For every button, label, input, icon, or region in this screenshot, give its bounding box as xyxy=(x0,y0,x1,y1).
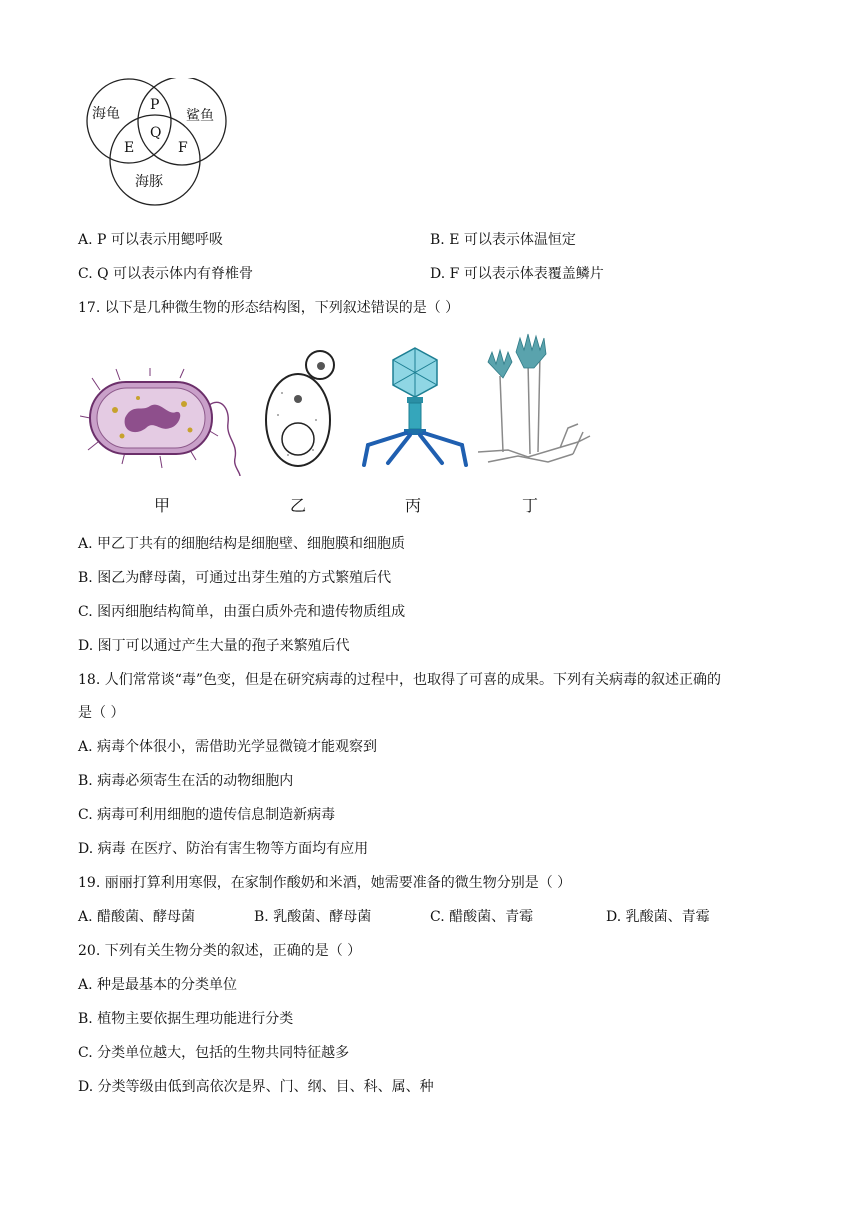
figure-label-yi: 乙 xyxy=(290,496,307,515)
venn-region-p: P xyxy=(150,97,160,113)
venn-region-q: Q xyxy=(150,125,162,141)
venn-set-turtle: 海龟 xyxy=(92,106,120,122)
q20-option-c: C. 分类单位越大，包括的生物共同特征越多 xyxy=(78,1045,350,1061)
q20-option-b: B. 植物主要依据生理功能进行分类 xyxy=(78,1011,294,1027)
q17-option-c: C. 图丙细胞结构简单，由蛋白质外壳和遗传物质组成 xyxy=(78,604,406,620)
q18-stem-line2: 是（ ） xyxy=(78,705,125,721)
q16-option-d: D. F 可以表示体表覆盖鳞片 xyxy=(430,266,604,282)
bacterium-illustration xyxy=(80,368,245,478)
figure-label-jia: 甲 xyxy=(154,496,171,515)
q19-option-b: B. 乳酸菌、酵母菌 xyxy=(254,909,372,925)
q18-stem-line1: 18. 人们常常谈“毒”色变，但是在研究病毒的过程中，也取得了可喜的成果。下列有关病毒的叙述正确的 xyxy=(78,672,722,688)
venn-set-dolphin: 海豚 xyxy=(135,174,163,190)
q17-option-a: A. 甲乙丁共有的细胞结构是细胞壁、细胞膜和细胞质 xyxy=(78,536,406,552)
q17-stem: 17. 以下是几种微生物的形态结构图，下列叙述错误的是（ ） xyxy=(78,300,460,316)
venn-set-shark: 鲨鱼 xyxy=(186,108,214,124)
q16-option-b: B. E 可以表示体温恒定 xyxy=(430,232,576,248)
q16-option-a: A. P 可以表示用鳃呼吸 xyxy=(78,232,223,248)
q17-option-b: B. 图乙为酵母菌，可通过出芽生殖的方式繁殖后代 xyxy=(78,570,392,586)
q18-option-c: C. 病毒可利用细胞的遗传信息制造新病毒 xyxy=(78,807,336,823)
q20-option-d: D. 分类等级由低到高依次是界、门、纲、目、科、属、种 xyxy=(78,1079,434,1095)
q19-option-c: C. 醋酸菌、青霉 xyxy=(430,909,534,925)
q20-option-a: A. 种是最基本的分类单位 xyxy=(78,977,238,993)
q20-stem: 20. 下列有关生物分类的叙述，正确的是（ ） xyxy=(78,943,362,959)
venn-region-e: E xyxy=(124,140,135,156)
bacteriophage-illustration xyxy=(360,345,470,470)
penicillium-illustration xyxy=(478,332,593,477)
q17-option-d: D. 图丁可以通过产生大量的孢子来繁殖后代 xyxy=(78,638,350,654)
q19-option-d: D. 乳酸菌、青霉 xyxy=(606,909,710,925)
figure-label-ding: 丁 xyxy=(522,496,539,515)
figure-label-bing: 丙 xyxy=(405,496,422,515)
yeast-illustration xyxy=(258,345,340,471)
venn-region-f: F xyxy=(178,140,188,156)
q18-option-a: A. 病毒个体很小，需借助光学显微镜才能观察到 xyxy=(78,739,378,755)
q16-option-c: C. Q 可以表示体内有脊椎骨 xyxy=(78,266,254,282)
q19-stem: 19. 丽丽打算利用寒假，在家制作酸奶和米酒，她需要准备的微生物分别是（ ） xyxy=(78,875,572,891)
q18-option-b: B. 病毒必须寄生在活的动物细胞内 xyxy=(78,773,294,789)
q18-option-d: D. 病毒 在医疗、防治有害生物等方面均有应用 xyxy=(78,841,369,857)
q19-option-a: A. 醋酸菌、酵母菌 xyxy=(78,909,196,925)
